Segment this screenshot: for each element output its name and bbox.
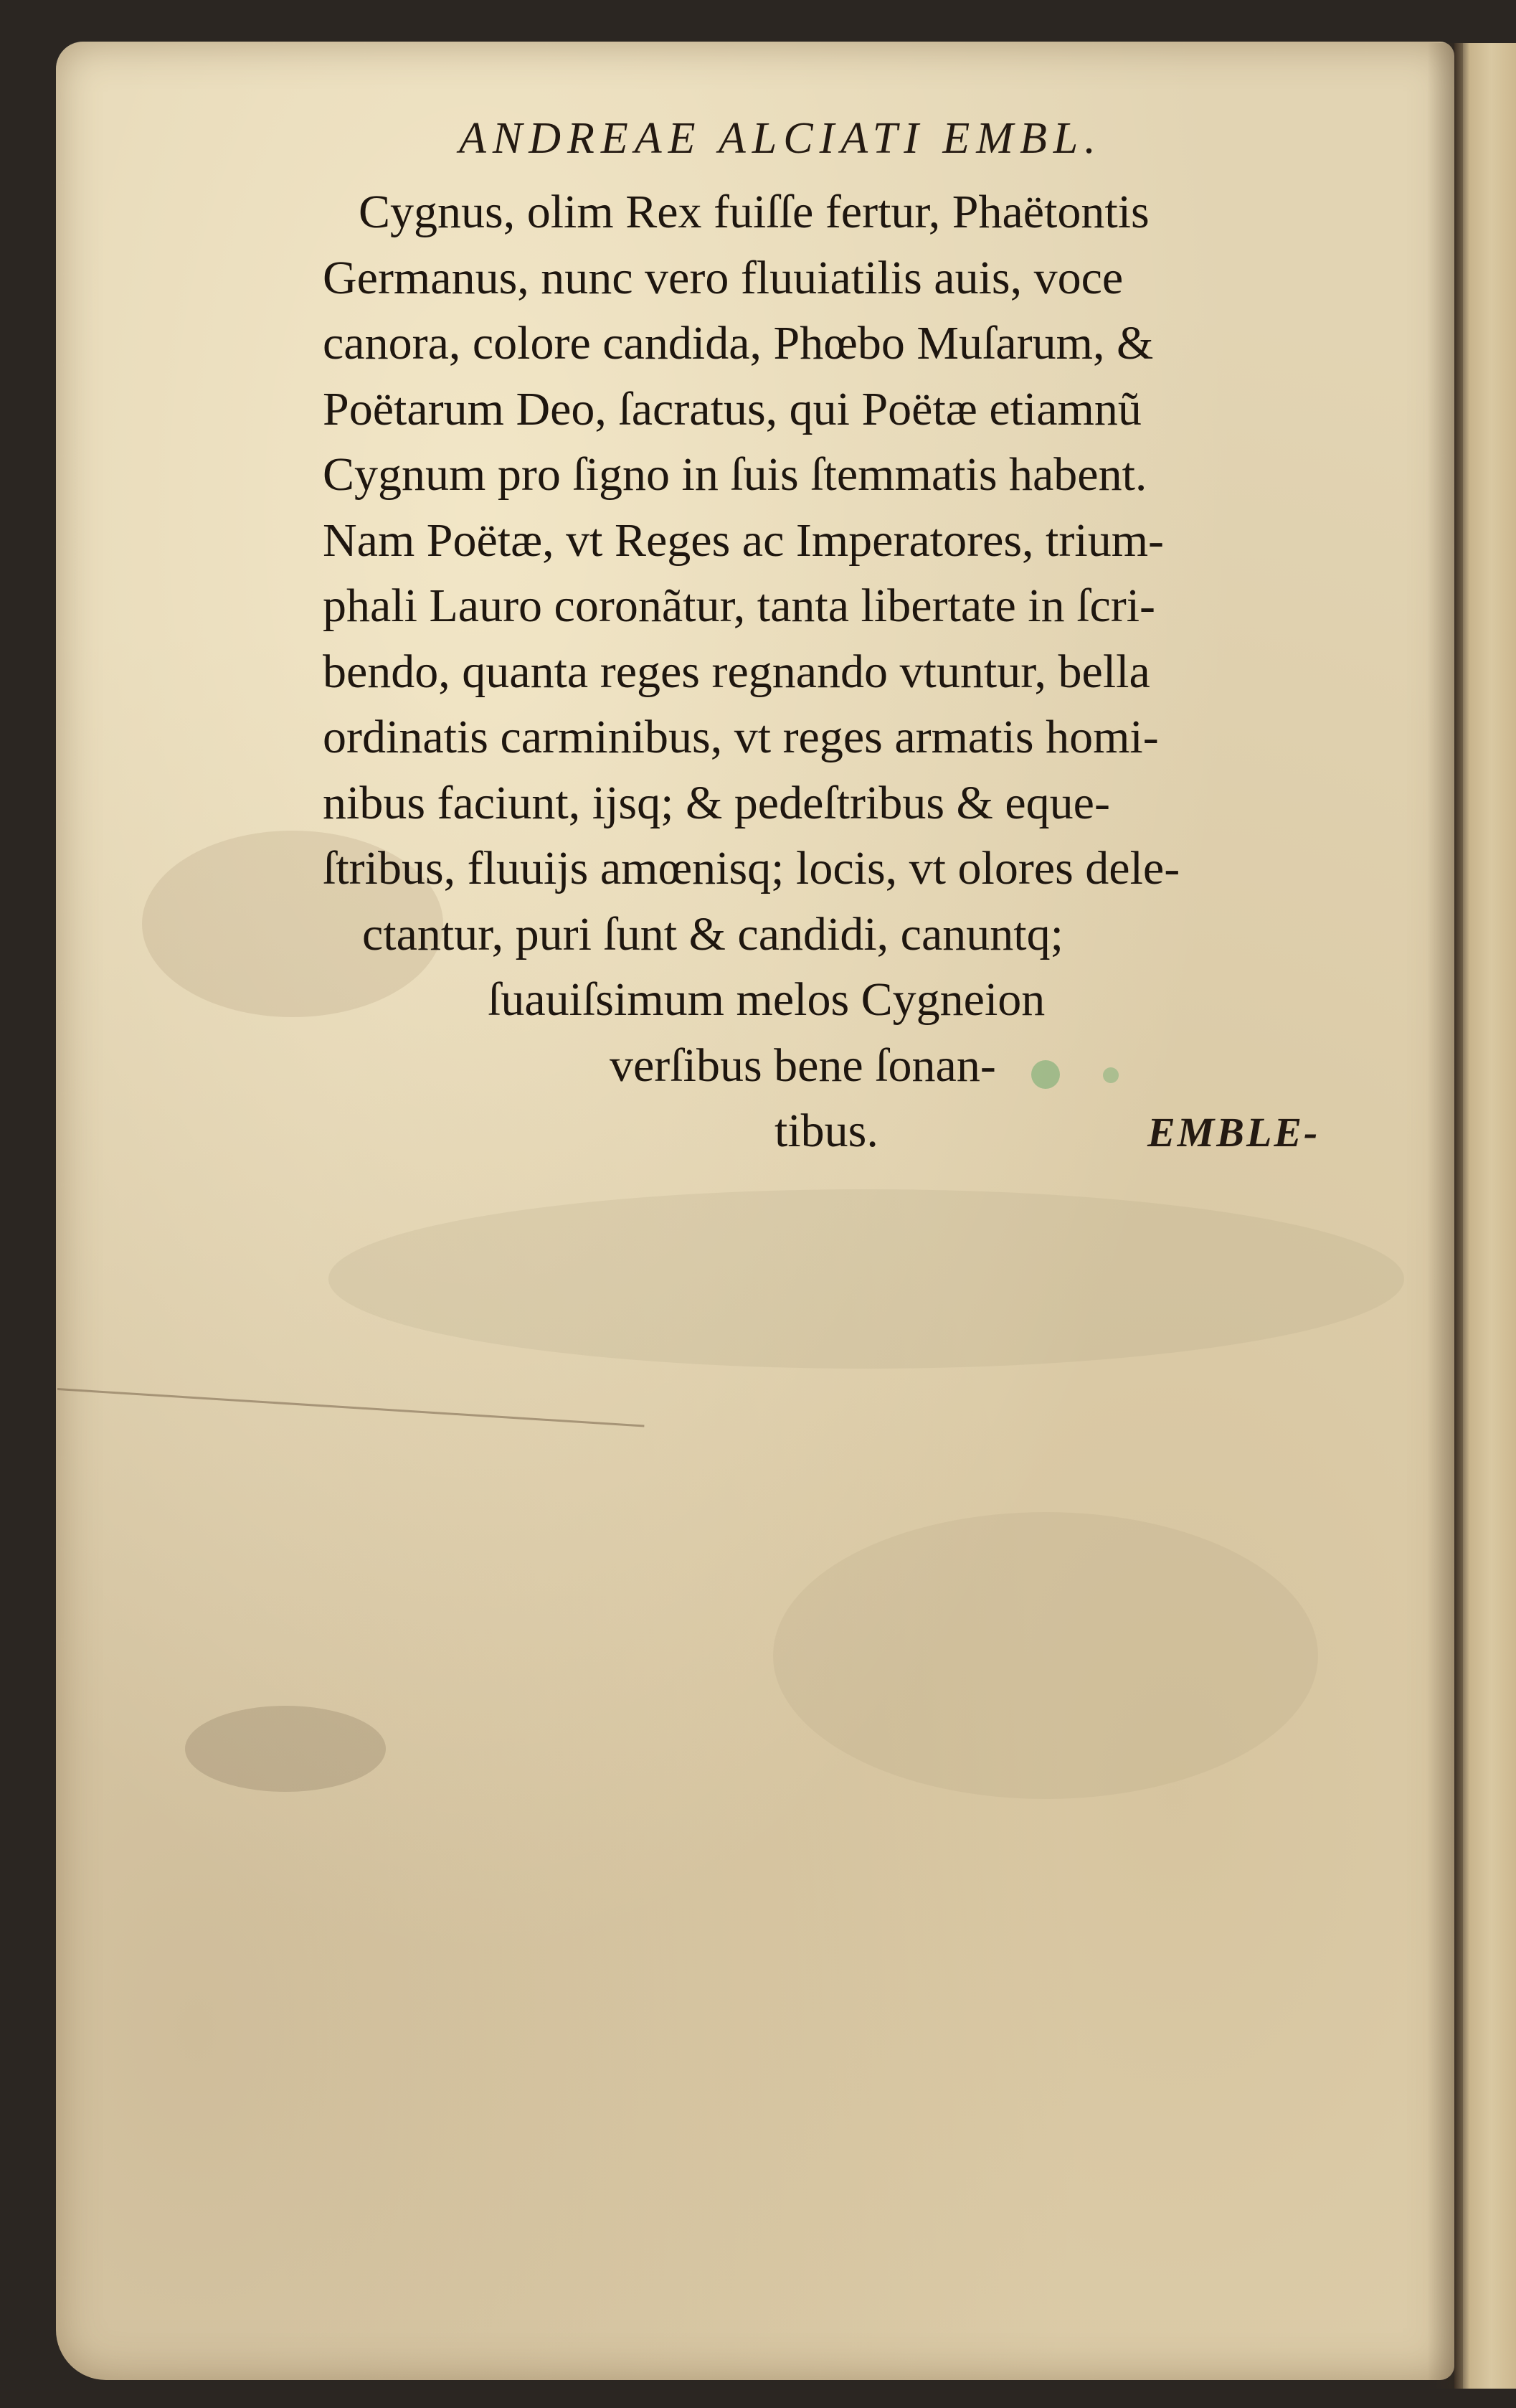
text-line: Poëtarum Deo, ſacratus, qui Poëtæ etiamnũ (323, 382, 1142, 435)
text-line: Cygnus, olim Rex fuiſſe fertur, Phaëtontis (359, 186, 1150, 238)
paper-stain (328, 1189, 1404, 1369)
text-line: canora, colore candida, Phœbo Muſarum, & (323, 317, 1154, 369)
text-line: nibus faciunt, ijsq; & pedeſtribus & eque- (323, 776, 1110, 829)
text-line: Cygnum pro ſigno in ſuis ſtemmatis habent. (323, 448, 1147, 501)
paper-stain (773, 1512, 1318, 1799)
text-line: ſtribus, fluuijs amœnisq; locis, vt olores dele- (323, 842, 1180, 894)
running-header: ANDREAE ALCIATI EMBL. (459, 114, 1102, 163)
paper-stain (185, 1706, 386, 1792)
catchword: EMBLE- (1147, 1109, 1320, 1156)
text-line: Germanus, nunc vero fluuiatilis auis, voce (323, 251, 1124, 304)
text-line: ſuauiſsimum melos Cygneion (488, 973, 1046, 1026)
text-line: ctantur, puri ſunt & candidi, canuntq; (362, 907, 1063, 960)
text-line: phali Lauro coronãtur, tanta libertate in ſcri- (323, 580, 1156, 632)
body-text (323, 179, 1370, 1164)
text-line: ordinatis carminibus, vt reges armatis homi- (323, 711, 1159, 763)
text-line: Nam Poëtæ, vt Reges ac Imperatores, trium- (323, 514, 1165, 567)
next-page-edge (1454, 43, 1516, 2389)
text-line: bendo, quanta reges regnando vtuntur, bella (323, 645, 1150, 698)
text-line: verſibus bene ſonan- (610, 1039, 996, 1092)
gutter-shadow (1427, 43, 1463, 2389)
text-line: tibus. (774, 1105, 878, 1157)
